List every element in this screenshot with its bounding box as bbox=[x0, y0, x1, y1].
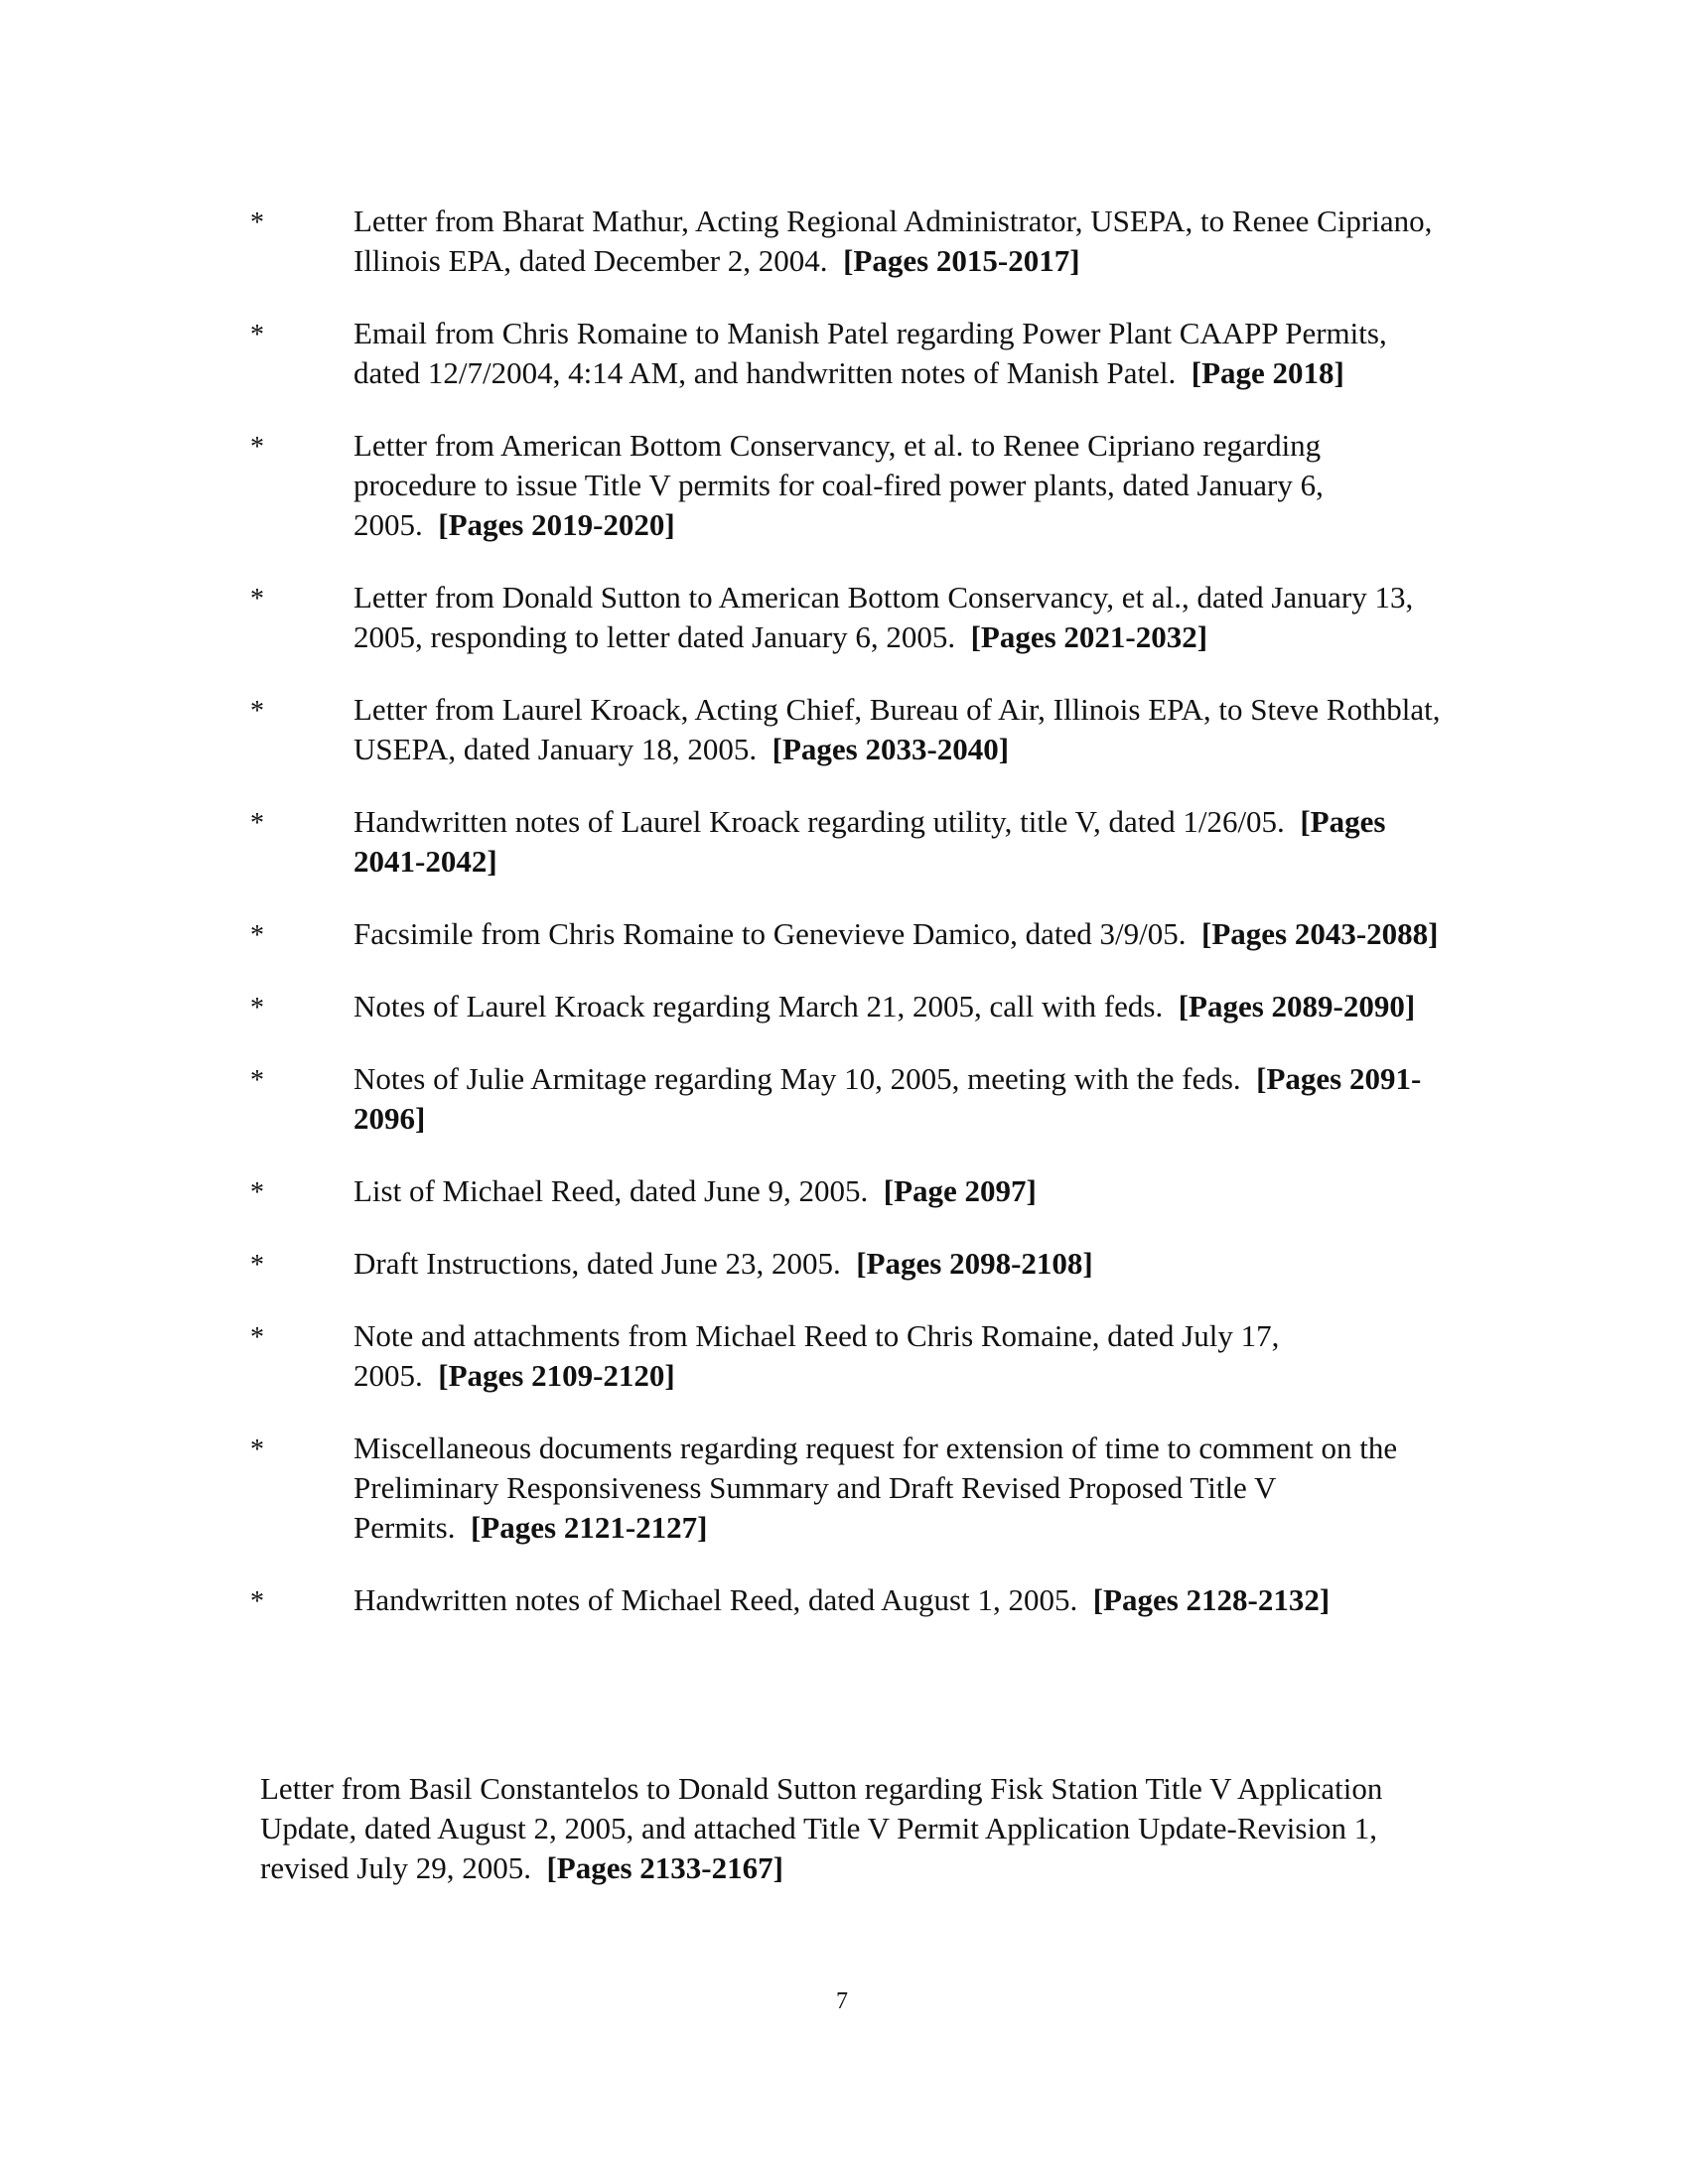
list-item bbox=[250, 1580, 1442, 1620]
page-reference: [Pages 2091-2096] bbox=[353, 1061, 1422, 1136]
entry-text: Letter from American Bottom Conservancy, et al. to Renee Cipriano regarding procedure to issue Title V permits for coal-fired power plants, dated January 6, 2005. bbox=[353, 428, 1324, 542]
page-reference: [Pages 2043-2088] bbox=[1201, 916, 1439, 951]
bullet-marker: * bbox=[250, 1250, 264, 1281]
list-item bbox=[250, 1171, 1442, 1211]
page-reference: [Pages 2019-2020] bbox=[438, 507, 675, 542]
entry-text: Letter from Donald Sutton to American Bottom Conservancy, et al., dated January 13, 2005, responding to letter dated January 6, 2005. bbox=[353, 580, 1414, 654]
list-item bbox=[250, 314, 1442, 393]
page-reference: [Pages 2133-2167] bbox=[546, 1850, 783, 1885]
bullet-marker: * bbox=[250, 1065, 264, 1096]
bullet-marker: * bbox=[250, 993, 264, 1024]
page-reference: [Pages 2041-2042] bbox=[353, 804, 1386, 879]
entry-text: Notes of Laurel Kroack regarding March 21, 2005, call with feds. bbox=[353, 989, 1164, 1024]
bullet-marker: * bbox=[250, 1177, 264, 1208]
page-reference: [Pages 2109-2120] bbox=[438, 1358, 675, 1393]
entry-text: Note and attachments from Michael Reed to Chris Romaine, dated July 17, 2005. bbox=[353, 1318, 1280, 1393]
entry-text: Miscellaneous documents regarding request for extension of time to comment on the Preliminary Responsiveness Summary and Draft Revised Proposed Title V Permits. bbox=[353, 1431, 1398, 1545]
bullet-marker: * bbox=[250, 696, 264, 727]
page-reference: [Pages 2021-2032] bbox=[970, 619, 1208, 654]
page-reference: [Pages 2098-2108] bbox=[856, 1246, 1093, 1281]
bullet-marker: * bbox=[250, 432, 264, 463]
list-item bbox=[250, 914, 1442, 954]
record-index-list bbox=[250, 202, 1442, 1653]
bullet-marker: * bbox=[250, 207, 264, 238]
entry-text: Facsimile from Chris Romaine to Genevieve Damico, dated 3/9/05. bbox=[353, 916, 1187, 951]
bullet-marker: * bbox=[250, 1322, 264, 1353]
page-reference: [Pages 2089-2090] bbox=[1178, 989, 1416, 1024]
bullet-marker: * bbox=[250, 808, 264, 839]
closing-entry bbox=[260, 1769, 1402, 1888]
page-number: 7 bbox=[836, 1988, 848, 2014]
page-reference: [Pages 2128-2132] bbox=[1092, 1582, 1331, 1617]
entry-text: List of Michael Reed, dated June 9, 2005. bbox=[353, 1173, 869, 1208]
entry-text: Handwritten notes of Laurel Kroack regarding utility, title V, dated 1/26/05. bbox=[353, 804, 1285, 839]
list-item bbox=[250, 202, 1442, 281]
list-item bbox=[250, 1316, 1442, 1396]
page-reference: [Pages 2015-2017] bbox=[843, 243, 1080, 278]
entry-text: Handwritten notes of Michael Reed, dated August 1, 2005. bbox=[353, 1582, 1078, 1617]
list-item bbox=[250, 1429, 1442, 1548]
entry-text: Draft Instructions, dated June 23, 2005. bbox=[353, 1246, 841, 1281]
bullet-marker: * bbox=[250, 584, 264, 614]
bullet-marker: * bbox=[250, 920, 264, 951]
bullet-marker: * bbox=[250, 1586, 264, 1617]
page-reference: [Pages 2033-2040] bbox=[772, 732, 1010, 766]
page-reference: [Pages 2121-2127] bbox=[470, 1510, 708, 1545]
entry-text: Letter from Bharat Mathur, Acting Regional Administrator, USEPA, to Renee Cipriano, Illinois EPA, dated December 2, 2004. bbox=[353, 204, 1433, 278]
page-reference: [Page 2097] bbox=[883, 1173, 1037, 1208]
list-item bbox=[250, 690, 1442, 769]
closing-entry-text: Letter from Basil Constantelos to Donald Sutton regarding Fisk Station Title V Application Update, dated August 2, 2005, and attached Title V Permit Application Update-Revision 1, revised July 29, 2005. bbox=[260, 1771, 1383, 1885]
list-item bbox=[250, 426, 1442, 545]
entry-text: Email from Chris Romaine to Manish Patel regarding Power Plant CAAPP Permits, dated 12/7/2004, 4:14 AM, and handwritten notes of Manish Patel. bbox=[353, 316, 1387, 390]
list-item bbox=[250, 1244, 1442, 1284]
entry-text: Notes of Julie Armitage regarding May 10, 2005, meeting with the feds. bbox=[353, 1061, 1241, 1096]
list-item bbox=[250, 987, 1442, 1026]
list-item bbox=[250, 1059, 1442, 1139]
entry-text: Letter from Laurel Kroack, Acting Chief, Bureau of Air, Illinois EPA, to Steve Rothblat, USEPA, dated January 18, 2005. bbox=[353, 692, 1441, 766]
list-item bbox=[250, 802, 1442, 882]
list-item bbox=[250, 578, 1442, 657]
bullet-marker: * bbox=[250, 320, 264, 350]
page-reference: [Page 2018] bbox=[1191, 355, 1344, 390]
bullet-marker: * bbox=[250, 1434, 264, 1465]
